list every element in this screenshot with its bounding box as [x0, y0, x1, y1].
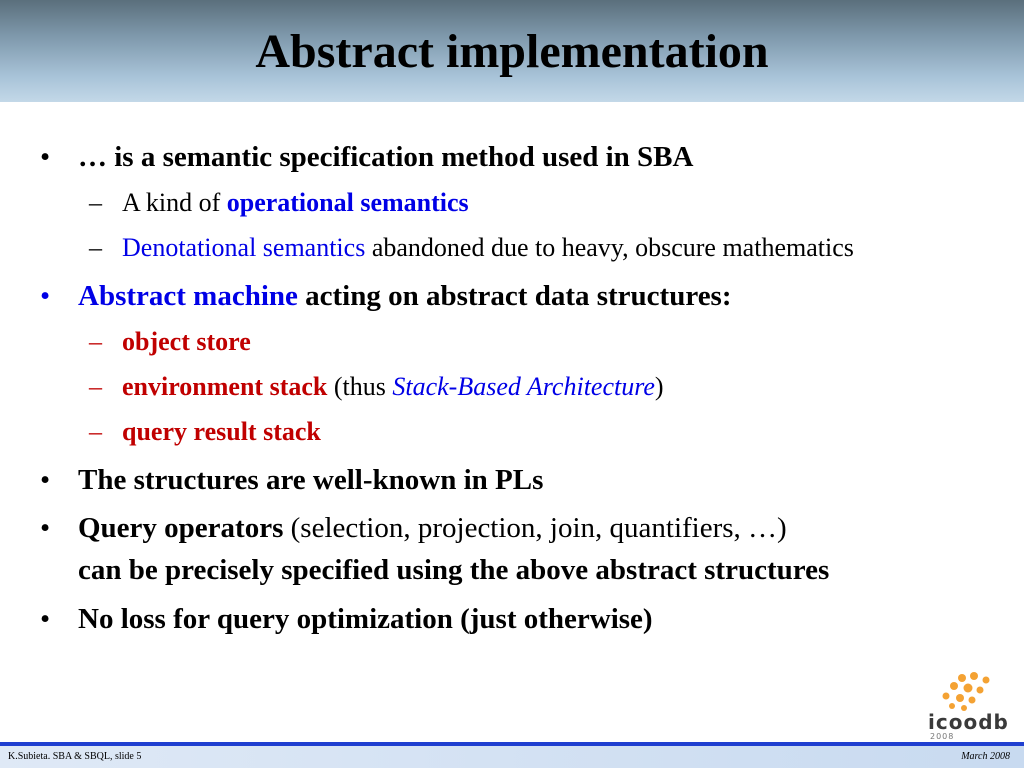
bullet-text-line2: can be precisely specified using the above abstract structures: [78, 554, 830, 586]
logo-dot: [977, 687, 984, 694]
plain-text: A kind of: [122, 188, 227, 217]
bullet-marker: •: [40, 603, 51, 635]
highlight-text: operational semantics: [226, 188, 469, 217]
logo-dot: [956, 694, 964, 702]
bullet-marker: •: [40, 141, 51, 173]
italic-highlight-text: Stack-Based Architecture: [392, 372, 655, 401]
logo-dot: [958, 674, 966, 682]
icoodb-logo: [918, 672, 1018, 742]
bullet-text: [78, 511, 787, 545]
bullet-text: The structures are well-known in PLs: [78, 464, 544, 496]
footer-date: March 2008: [961, 751, 1010, 762]
highlight-text: Abstract machine: [78, 280, 298, 312]
plain-text: abandoned due to heavy, obscure mathematics: [365, 233, 854, 262]
sub-bullet-text: [122, 372, 664, 402]
logo-dot: [970, 672, 978, 680]
plain-text: acting on abstract data structures:: [297, 280, 732, 312]
logo-dot: [983, 677, 990, 684]
logo-dot: [943, 693, 950, 700]
bullet-text: … is a semantic specification method used in SBA: [78, 141, 694, 173]
dot-cluster-icon: [918, 672, 1018, 712]
logo-dot: [969, 697, 976, 704]
dash-marker: –: [89, 233, 102, 262]
sub-bullet-text: [122, 188, 469, 218]
sub-bullet-text: [122, 233, 854, 263]
sub-bullet-text: query result stack: [122, 417, 321, 446]
logo-text: icoodb: [928, 710, 1009, 734]
bullet-text: No loss for query optimization (just otherwise): [78, 603, 653, 635]
logo-year: 2008: [930, 732, 955, 741]
bullet-marker: •: [40, 280, 51, 312]
dash-marker: –: [89, 417, 102, 446]
bullet-marker: •: [40, 512, 51, 544]
plain-text: (thus: [327, 372, 393, 401]
plain-text: (selection, projection, join, quantifiers, …): [283, 512, 787, 544]
logo-dot: [949, 703, 955, 709]
plain-text: ): [654, 372, 664, 401]
dash-marker: –: [89, 327, 102, 356]
footer-credit: K.Subieta. SBA & SBQL, slide 5: [8, 751, 142, 762]
bold-text: Query operators: [78, 512, 284, 544]
slide-title: Abstract implementation: [255, 25, 769, 78]
footer-bar: [0, 746, 1024, 768]
dash-marker: –: [89, 372, 102, 401]
sub-bullet-text: object store: [122, 327, 251, 356]
bullet-marker: •: [40, 464, 51, 496]
bullet-text: [78, 279, 732, 313]
highlight-text: Denotational semantics: [122, 233, 366, 262]
logo-dot: [964, 684, 973, 693]
highlight-text: environment stack: [122, 372, 328, 401]
dash-marker: –: [89, 188, 102, 217]
logo-dot: [950, 682, 958, 690]
